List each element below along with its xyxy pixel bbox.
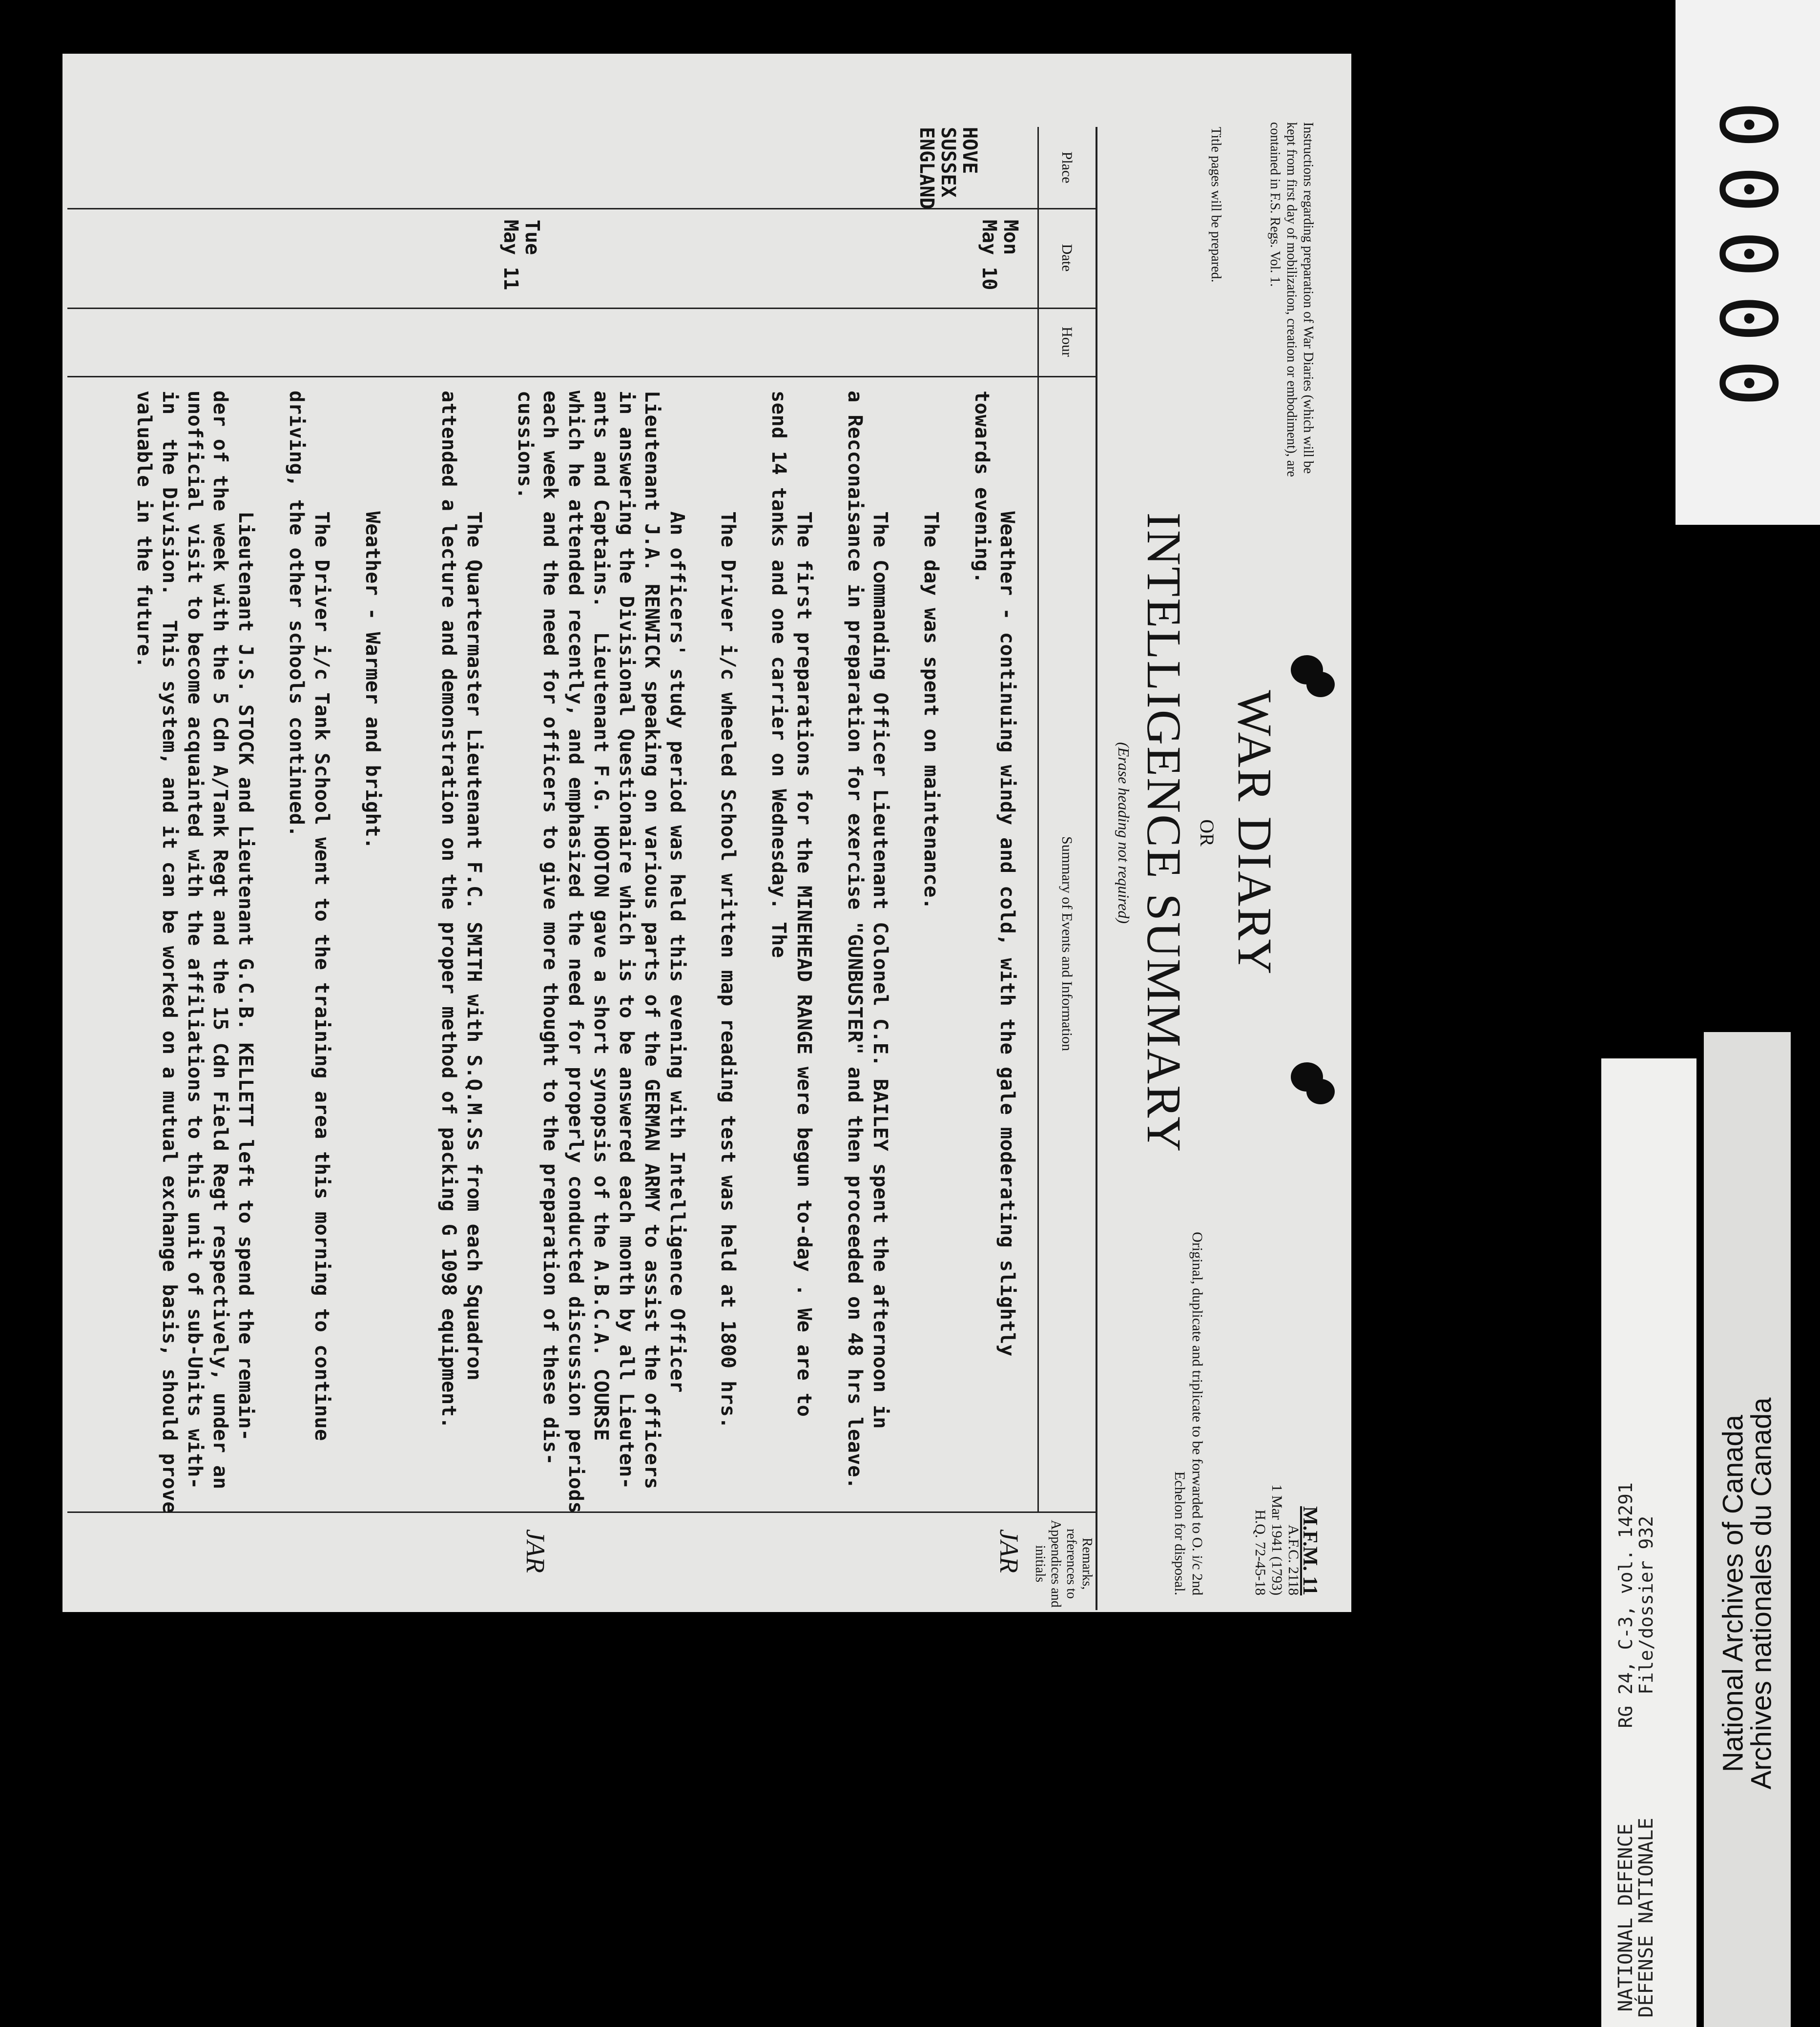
summary-line: The Quartermaster Lieutenant F.C. SMITH with S.Q.M.Ss from each Squadron [463,391,486,1381]
summary-line: in answering the Divisional Questionaire which is to be answered each month by all Lieuten- [615,391,639,1489]
summary-line: Lieutenant J.A. RENWICK speaking on various parts of the GERMAN ARMY to assist the officers [641,391,664,1489]
summary-line: The Driver i/c wheeled School written map reading test was held at 1800 hrs. [717,391,740,1429]
summary-line: The first preparations for the MINEHEAD RANGE were begun to-day . We are to [793,391,816,1417]
form-code: M.F.M. 11 A.F.C. 2118 1 Mar 1941 (1793) H.Q. 72-45-18 [1252,1484,1321,1595]
war-diary-sheet [62,54,1351,1612]
reference-label [1601,1058,1696,2027]
title-intelligence-summary: INTELLIGENCE SUMMARY [1137,512,1191,1154]
summary-line: driving, the other schools continued. [285,391,309,838]
date-column-header: Date [1059,244,1075,272]
header-top-rule [1096,127,1097,1610]
summary-line: which he attended recently, and emphasized the need for properly conducted discussion periods [564,391,588,1514]
frame-number: 00000 [1702,101,1794,424]
archive-name-french: Archives nationales du Canada [1745,1397,1778,1790]
title-note: (Erase heading not required) [1115,742,1133,924]
archive-name-english: National Archives of Canada [1717,1415,1749,1772]
summary-line: The Commanding Officer Lieutenant Colonel C.E. BAILEY spent the afternoon in [869,391,892,1429]
department-line-2: DÉFENSE NATIONALE [1635,1818,1657,2018]
hour-column-rule [67,376,1097,377]
initials-1: JAR [994,1529,1024,1573]
summary-line: Lieutenant J.S. STOCK and Lieutenant G.C.B. KELLETT left to spend the remain- [234,391,258,1441]
summary-line: unofficial visit to become acquainted with the affiliations to this unit of sub-Units with- [184,391,207,1489]
summary-line: The Driver i/c Tank School went to the training area this morning to continue [310,391,334,1441]
disposal-note: Original, duplicate and triplicate to be forwarded to O. i/c 2nd Echelon for disposal. [1172,1232,1205,1595]
reference-line-2: File/dossier 932 [1635,1515,1657,1695]
department-line-1: NATIONAL DEFENCE [1614,1823,1637,2012]
summary-line: attended a lecture and demonstration on the proper method of packing G 1098 equipment. [437,391,461,1429]
punch-hole [1291,1062,1323,1092]
summary-line: in the Division. This system, and it can be worked on a mutual exchange basis, should prove [158,391,182,1514]
summary-line: towards evening. [971,391,994,584]
summary-line: ants and Captains. Lieutenant F.G. HOOTON gave a short synopsis of the A.B.C.A. COURSE [590,391,613,1441]
summary-column-header: Summary of Events and Information [1059,836,1075,1051]
summary-line: a Recconaisance in preparation for exercise "GUNBUSTER" and then proceeded on 48 hrs leave. [844,391,867,1489]
initials-2: JAR [521,1529,550,1573]
place-column-header: Place [1059,151,1075,184]
hour-column-header: Hour [1059,327,1075,357]
reference-line-1: RG 24, C-3, vol. 14291 [1615,1482,1636,1728]
date-entry-may-10: Mon May 10 [978,220,1022,290]
summary-line: send 14 tanks and one carrier on Wednesday. The [767,391,791,958]
summary-line: cussions. [514,391,537,499]
header-bottom-rule [1037,127,1039,1511]
summary-line: each week and the need for officers to give more thought to the preparation of these dis- [539,391,562,1466]
summary-line: The day was spent on maintenance. [920,391,943,910]
summary-line: valuable in the future. [133,391,156,668]
date-entry-may-11: Tue May 11 [499,220,543,290]
place-entry: HOVE SUSSEX ENGLAND [915,127,981,209]
summary-line: An officers' study period was held this evening with Intelligence Officer [666,391,689,1393]
punch-hole [1291,655,1323,684]
title-war-diary: WAR DIARY [1228,690,1282,976]
archives-label [1704,1032,1791,2027]
date-column-rule [67,308,1097,309]
summary-line: Weather - Warmer and bright. [361,391,385,849]
frame-number-label [1675,0,1820,525]
instructions-note: Instructions regarding preparation of War Diaries (which will be kept from first day of mobilization, creation or embodiment), are contained in F.S. Regs. Vol. 1. [1267,122,1316,477]
title-or: OR [1196,819,1218,847]
summary-line: Weather - continuing windy and cold, with the gale moderating slightly [996,391,1019,1357]
title-pages-note: Title pages will be prepared. [1208,127,1223,283]
summary-line: der of the week with the 5 Cdn A/Tank Regt and the 15 Cdn Field Regt respectively, under an [209,391,232,1489]
remarks-column-header: Remarks, references to Appendices and initials [1033,1520,1095,1608]
